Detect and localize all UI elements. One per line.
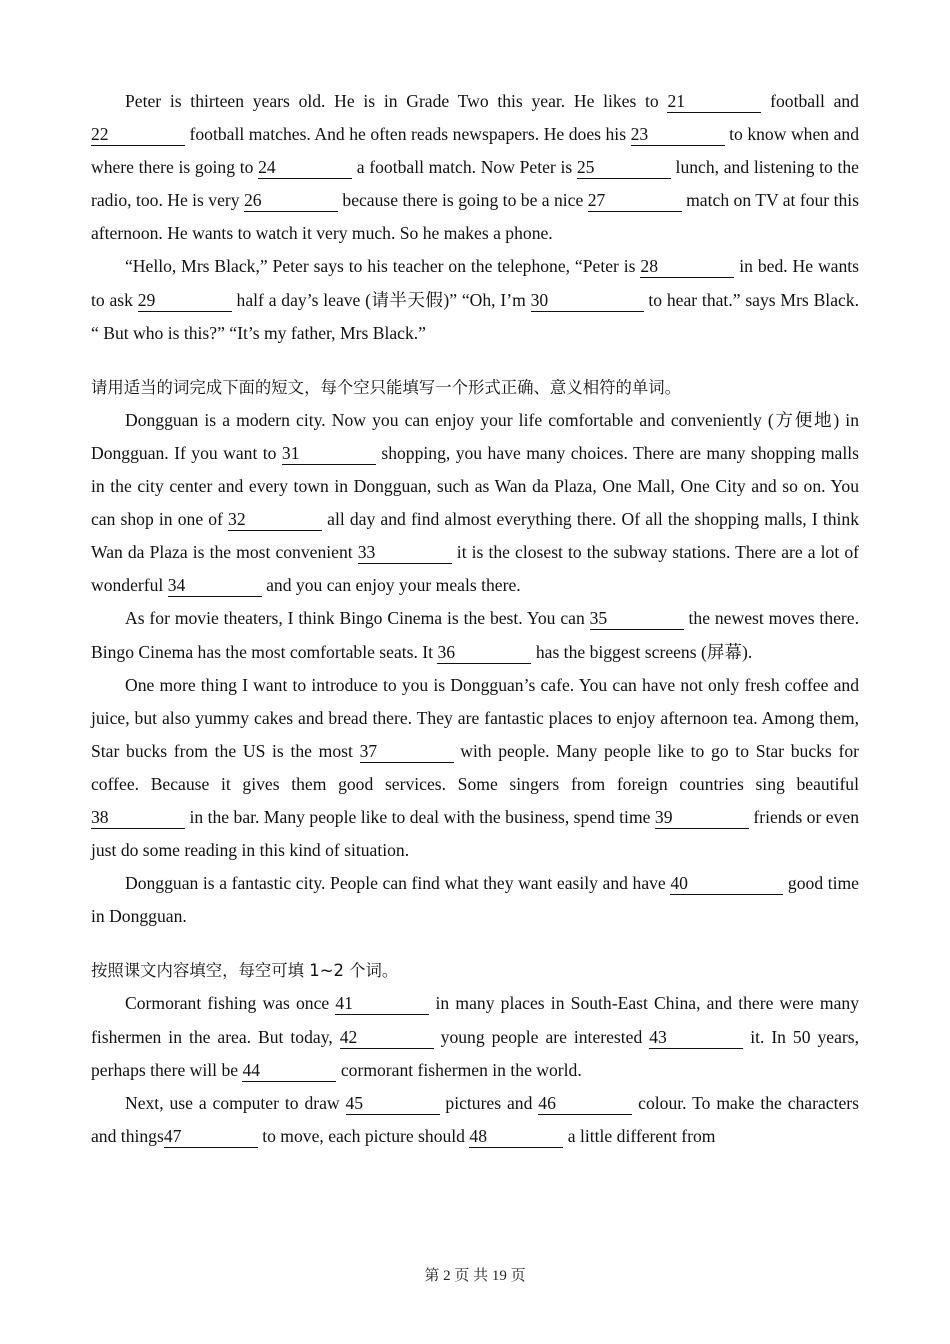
passage2-paragraph1 [91,404,859,603]
text: and you can enjoy your meals there. [261,575,521,596]
blank-37[interactable]: 37 [360,741,454,763]
blank-43[interactable]: 43 [649,1027,743,1049]
text: football matches. And he often reads newspapers. He does his [185,124,631,145]
text: pictures and [439,1092,539,1113]
blank-28[interactable]: 28 [640,256,734,278]
text: with people. Many people like to go to Star bucks for coffee. Because it gives them good services. Some singers from foreign countries sing beautiful [91,740,859,794]
page-content [91,85,859,1153]
blank-24[interactable]: 24 [258,157,352,179]
text: cormorant fishermen in the world. [336,1059,582,1080]
text: to know when and where there is going to [91,124,859,178]
blank-21[interactable]: 21 [667,91,761,113]
passage3-instructions: 按照课文内容填空，每空可填 1~2 个词。 [91,961,399,981]
passage2-paragraph3 [91,669,859,868]
text: in the bar. Many people like to deal with the business, spend time [185,806,655,827]
blank-32[interactable]: 32 [228,509,322,531]
text: match on TV at four this afternoon. He wants to watch it very much. So he makes a phone. [91,190,859,244]
blank-27[interactable]: 27 [588,190,682,212]
blank-30[interactable]: 30 [531,290,644,312]
text: football and [761,91,859,111]
text: because there is going to be a nice [337,190,588,211]
passage2-paragraph4 [91,867,859,933]
text: a football match. Now Peter is [352,157,577,178]
text: “Hello, Mrs Black,” Peter says to his teacher on the telephone, “Peter is [125,256,641,277]
text: Cormorant fishing was once [125,993,336,1014]
blank-47[interactable]: 47 [164,1126,258,1148]
text: it is the closest to the subway stations. There are a lot of wonderful [91,542,859,596]
blank-34[interactable]: 34 [168,575,262,597]
blank-39[interactable]: 39 [655,807,749,829]
text: to move, each picture should [257,1125,470,1146]
blank-48[interactable]: 48 [469,1126,563,1148]
blank-41[interactable]: 41 [335,993,429,1015]
passage3-paragraph1 [91,987,859,1086]
blank-46[interactable]: 46 [538,1093,632,1115]
blank-40[interactable]: 40 [670,873,783,895]
blank-25[interactable]: 25 [577,157,671,179]
passage1-paragraph1 [91,85,859,250]
text: Peter is thirteen years old. He is in Grade Two this year. He likes to [125,91,668,111]
passage2-paragraph2 [91,602,859,668]
text: young people are interested [433,1026,650,1047]
text: Dongguan is a modern city. Now you can enjoy your life comfortable and conveniently (方便地) in Dongguan. If you want to [91,409,859,463]
text: it. In 50 years, perhaps there will be [91,1026,859,1080]
blank-31[interactable]: 31 [282,443,376,465]
text: all day and find almost everything there. Of all the shopping malls, I think Wan da Plaza is the most convenient [91,509,859,563]
blank-42[interactable]: 42 [340,1027,434,1049]
text: Next, use a computer to draw [125,1092,346,1113]
blank-33[interactable]: 33 [358,542,452,564]
blank-22[interactable]: 22 [91,124,185,146]
blank-26[interactable]: 26 [244,190,338,212]
text: the newest moves there. Bingo Cinema has the most comfortable seats. It [91,608,859,662]
passage2-instructions: 请用适当的词完成下面的短文，每个空只能填写一个形式正确、意义相符的单词。 [91,377,682,397]
text: colour. To make the characters and things [91,1092,859,1146]
blank-35[interactable]: 35 [590,608,684,630]
passage1-paragraph2 [91,250,859,349]
text: Dongguan is a fantastic city. People can find what they want easily and have [125,873,671,894]
text: One more thing I want to introduce to you is Dongguan’s cafe. You can have not only fresh coffee and juice, but also yummy cakes and bread there. They are fantastic places to enjoy afternoon tea. Among them, Star bucks from the US is the most [91,674,859,761]
text: good time in Dongguan. [91,873,859,927]
blank-29[interactable]: 29 [138,290,232,312]
text: to hear that.” says Mrs Black. “ But who is this?” “It’s my father, Mrs Black.” [91,289,860,343]
text: friends or even just do some reading in this kind of situation. [91,806,860,861]
text: in bed. He wants to ask [91,256,859,310]
text: As for movie theaters, I think Bingo Cinema is the best. You can [125,608,590,629]
blank-45[interactable]: 45 [346,1093,440,1115]
page-number-footer: 第 2 页 共 19 页 [424,1268,526,1284]
text: shopping, you have many choices. There are many shopping malls in the city center and every town in Dongguan, such as Wan da Plaza, One Mall, One City and so on. You can shop in one of [91,442,859,530]
text: in many places in South-East China, and there were many fishermen in the area. But today, [91,993,860,1047]
blank-44[interactable]: 44 [242,1060,336,1082]
text: half a day’s leave (请半天假)” “Oh, I’m [231,289,531,310]
blank-38[interactable]: 38 [91,807,185,829]
text: a little different from [563,1125,716,1146]
text: has the biggest screens (屏幕). [531,641,753,662]
passage3-paragraph2 [91,1087,859,1153]
blank-36[interactable]: 36 [437,642,531,664]
blank-23[interactable]: 23 [631,124,725,146]
text: lunch, and listening to the radio, too. He is very [91,157,859,211]
